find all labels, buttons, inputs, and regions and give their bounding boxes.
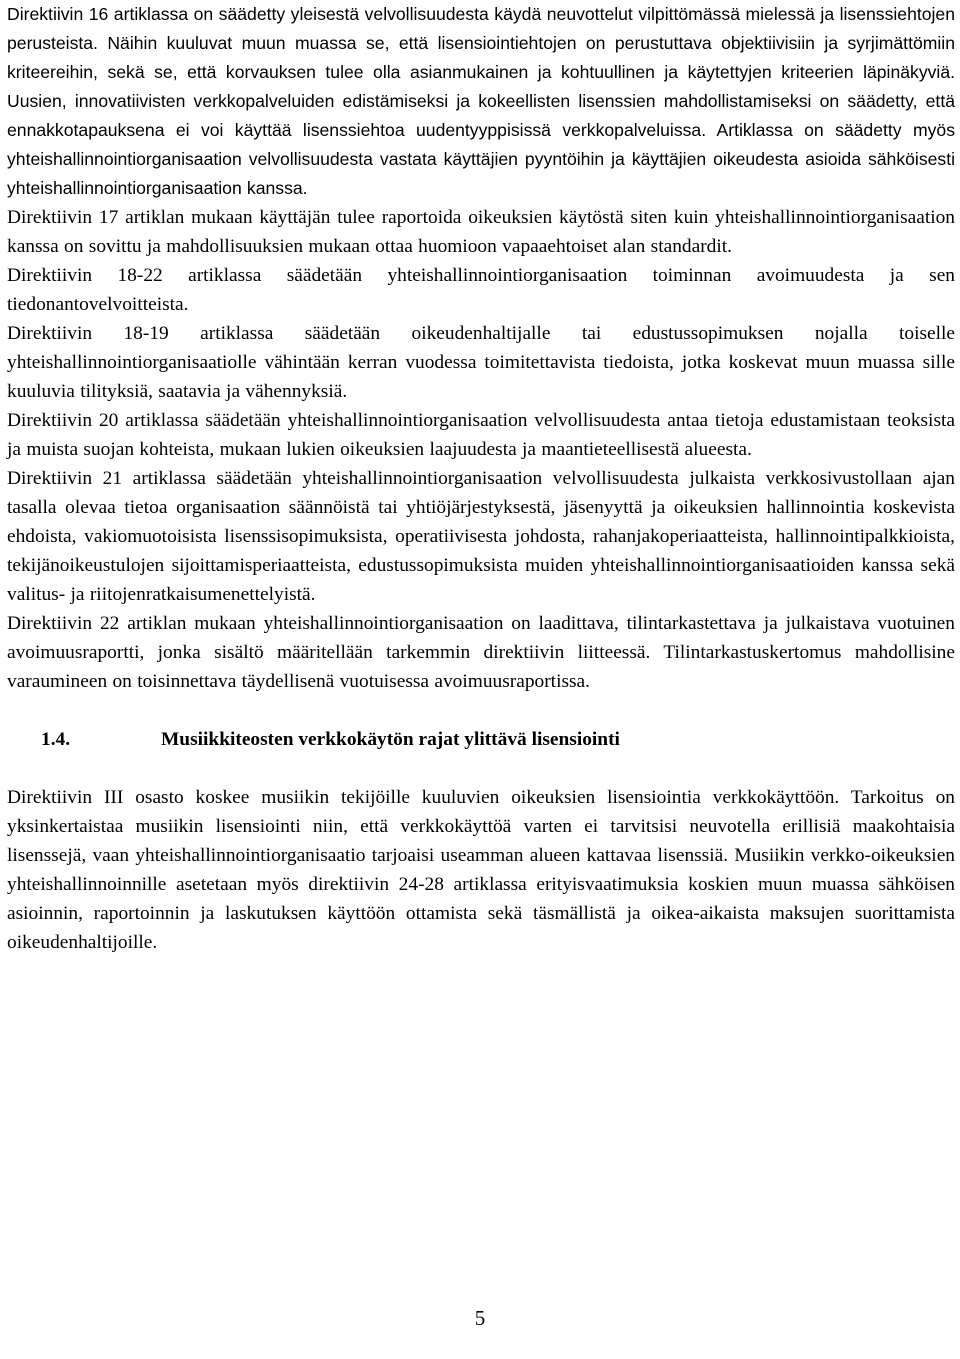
paragraph-article-16: Direktiivin 16 artiklassa on säädetty yleisestä velvollisuudesta käydä neuvottelut vilpittömässä mielessä ja lisenssiehtojen perusteista. Näihin kuuluvat muun muassa se, että lisensiointiehtojen on perustuttava objektiivisiin ja syrjimättömiin kriteereihin, sekä se, että korvauksen tulee olla asianmukainen ja kohtuullinen ja käytettyjen kriteerien läpinäkyviä. Uusien, innovatiivisten verkkopalveluiden edistämiseksi ja kokeellisten lisenssien mahdollistamiseksi on säädetty, että ennakkotapauksena ei voi käyttää lisenssiehtoa uudentyyppisissä verkkopalveluissa. Artiklassa on säädetty myös yhteishallinnointiorganisaation velvollisuudesta vastata käyttäjien pyyntöihin ja käyttäjien oikeudesta asioida sähköisesti yhteishallinnointiorganisaation kanssa. [7, 4, 955, 198]
paragraph-article-22: Direktiivin 22 artiklan mukaan yhteishallinnointiorganisaation on laadittava, tilintarkastettava ja julkaistava vuotuinen avoimuusraportti, jonka sisältö määritellään tarkemmin direktiivin liitteessä. Tilintarkastuskertomus mahdollisine varaumineen on toisinnettava täydellisenä vuotuisessa avoimuusraportissa. [7, 613, 955, 692]
section-title: Musiikkiteosten verkkokäytön rajat ylittävä lisensiointi [161, 729, 620, 750]
section-number: 1.4. [41, 729, 71, 750]
page-number: 5 [474, 1306, 486, 1330]
paragraph-title-iii: Direktiivin III osasto koskee musiikin tekijöille kuuluvien oikeuksien lisensiointia verkkokäyttöön. Tarkoitus on yksinkertaistaa musiikin lisensiointi niin, että verkkokäyttöä varten ei tarvitsisi neuvotella erillisiä maakohtaisia lisenssejä, vaan yhteishallinnointiorganisaatio tarjoaisi useamman alueen kattavaa lisenssiä. Musiikin verkko-oikeuksien yhteishallinnoinnille asetetaan myös direktiivin 24-28 artiklassa erityisvaatimuksia koskien muun muassa sähköisen asioinnin, raportoinnin ja laskutuksen käyttöön ottamista sekä täsmällistä ja oikea-aikaista maksujen suorittamista oikeudenhaltijoille. [7, 787, 955, 953]
paragraph-article-17: Direktiivin 17 artiklan mukaan käyttäjän tulee raportoida oikeuksien käytöstä siten kuin yhteishallinnointiorganisaation kanssa on sovittu ja mahdollisuuksien mukaan ottaa huomioon vapaaehtoiset alan standardit. [7, 207, 955, 257]
paragraph-articles-18-19: Direktiivin 18-19 artiklassa säädetään oikeudenhaltijalle tai edustussopimuksen nojalla toiselle yhteishallinnointiorganisaatiolle vähintään kerran vuodessa toimitettavista tiedoista, jotka koskevat muun muassa sille kuuluvia tilityksiä, saatavia ja vähennyksiä. [7, 323, 955, 402]
paragraph-article-21: Direktiivin 21 artiklassa säädetään yhteishallinnointiorganisaation velvollisuudesta julkaista verkkosivustollaan ajan tasalla olevaa tietoa organisaation säännöistä tai yhtiöjärjestyksestä, jäsenyyttä ja oikeuksien hallinnointia koskevista ehdoista, vakiomuotoisista lisenssisopimuksista, operatiivisesta johdosta, rahanjakoperiaatteista, hallinnointipalkkioista, tekijänoikeustulojen sijoittamisperiaatteista, edustussopimuksista muiden yhteishallinnointiorganisaatioiden kanssa sekä valitus- ja riitojenratkaisumenettelyistä. [7, 468, 955, 605]
document-page [7, 0, 955, 957]
paragraph-article-20: Direktiivin 20 artiklassa säädetään yhteishallinnointiorganisaation velvollisuudesta antaa tietoja edustamistaan teoksista ja muista suojan kohteista, mukaan lukien oikeuksien laajuudesta ja maantieteellisestä alueesta. [7, 410, 955, 460]
section-heading [7, 725, 955, 783]
paragraph-articles-18-22: Direktiivin 18-22 artiklassa säädetään yhteishallinnointiorganisaation toiminnan avoimuudesta ja sen tiedonantovelvoitteista. [7, 265, 955, 315]
